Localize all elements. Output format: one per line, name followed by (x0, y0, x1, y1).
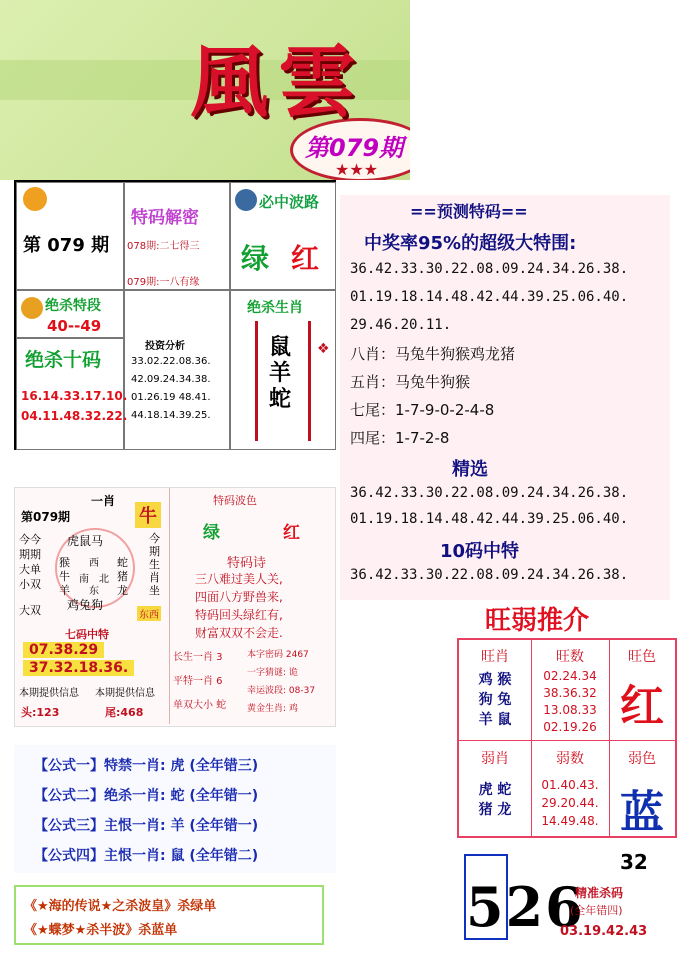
kill-code-nums: 03.19.42.43 (560, 924, 648, 939)
eight-xiao: 八肖：马兔牛狗猴鸡龙猪 (350, 345, 516, 363)
bl-issue: 第079期 (21, 510, 71, 524)
select-line: 36.42.33.30.22.08.09.24.34.26.38. (350, 485, 629, 501)
wave-green: 绿 (241, 242, 270, 275)
kill-ten-title: 绝杀十码 (25, 349, 102, 371)
wang-shu-value: 02.19.26 (543, 720, 597, 734)
formula-line: 【公式一】特禁一肖: 虎 (全年错三) (34, 758, 259, 774)
predict-line: 29.46.20.11. (350, 317, 452, 333)
formula-line: 【公式二】绝杀一肖: 蛇 (全年错一) (34, 788, 259, 804)
ww-title: 旺弱推介 (485, 606, 590, 636)
wave-red-label: 红 (283, 523, 300, 543)
kill-ten-line: 04.11.48.32.22. (21, 409, 128, 423)
wave-red: 红 (291, 242, 320, 275)
kill-code-panel (460, 850, 675, 945)
tema-cell (124, 182, 230, 290)
poem-line: 三八难过美人关, (195, 572, 283, 586)
predict-subtitle: 中奖率95%的超级大特围: (364, 233, 577, 254)
ring-inner: 西 (89, 558, 99, 569)
kill-seg-cell (16, 290, 124, 338)
provide-info: 本期提供信息 (19, 688, 79, 699)
ring-inner: 牛 (59, 570, 70, 583)
poem-line: 特码回头绿红有, (195, 608, 283, 622)
poem-title: 特码诗 (227, 556, 267, 571)
yinyang-icon (21, 297, 43, 319)
issue-label: 第 079 期 (23, 235, 110, 256)
predict-panel (340, 195, 670, 600)
ruo-shu-value: 29.20.44. (541, 796, 599, 810)
left-col: 期期 (19, 548, 41, 561)
wave-green-label: 绿 (203, 523, 220, 543)
ruo-color: 蓝 (620, 787, 664, 838)
east-west: 东西 (137, 606, 161, 621)
invest-line: 42.09.24.34.38. (131, 374, 211, 385)
formula-list (14, 745, 336, 873)
ruo-xiao-values: 虎 蛇 猪 龙 (478, 782, 512, 818)
kill-code-sub: (全年错四) (570, 904, 623, 917)
seven-code-title: 七码中特 (65, 628, 109, 641)
ring-inner: 南 (79, 574, 89, 585)
poem-line: 四面八方野兽来, (195, 590, 283, 604)
star-icons: ★★★ (335, 160, 379, 179)
kill-zodiac: 羊 (269, 361, 292, 386)
tema-line1: 078期:二七得三 (127, 241, 200, 252)
wave-cell (230, 182, 336, 290)
lantern-icon: ❖ (317, 341, 330, 357)
formula-line: 【公式三】主恨一肖: 羊 (全年错一) (34, 818, 259, 834)
wang-se-head: 旺色 (628, 649, 656, 665)
issue-number: 第079期 (305, 134, 404, 162)
ruo-xiao-head: 弱肖 (481, 751, 509, 767)
provide-info: 本期提供信息 (95, 688, 155, 699)
right-col: 今期生肖坐 (149, 532, 160, 597)
info-grid (14, 180, 336, 450)
ring-bottom: 鸡兔狗 (67, 598, 104, 612)
select-line: 01.19.18.14.48.42.44.39.25.06.40. (350, 511, 629, 527)
tail-number: 尾:468 (105, 706, 144, 719)
kill-ten-cell (16, 338, 128, 450)
big-double: 大双 (19, 604, 41, 617)
head-number: 头:123 (21, 706, 60, 719)
issue-cell (16, 182, 124, 290)
info-row: 平特一肖 6 (173, 676, 223, 687)
wang-shu-value: 13.08.33 (543, 703, 597, 717)
tema-wave-title: 特码波色 (213, 494, 257, 507)
ruo-shu-value: 01.40.43. (541, 778, 599, 792)
zodiac-box (14, 487, 336, 727)
ring-inner: 猴 (59, 556, 70, 569)
formula-line: 【公式四】主恨一肖: 鼠 (全年错二) (34, 848, 259, 864)
wang-shu-value: 02.24.34 (543, 669, 597, 683)
predict-line: 36.42.33.30.22.08.09.24.34.26.38. (350, 261, 629, 277)
left-col: 大单 (19, 563, 41, 576)
kill-zodiac: 鼠 (269, 335, 292, 360)
predict-line: 01.19.18.14.48.42.44.39.25.06.40. (350, 289, 629, 305)
kill-ten-line: 16.14.33.17.10. (21, 389, 128, 403)
ruo-se-head: 弱色 (628, 751, 656, 767)
seven-tail: 七尾：1-7-9-0-2-4-8 (350, 401, 495, 419)
invest-title: 投资分析 (145, 341, 185, 352)
ring-inner: 东 (89, 586, 99, 597)
tema-line2: 079期:一八有缘 (127, 277, 200, 288)
kill-seg-title: 绝杀特段 (45, 298, 101, 314)
wave-title: 必中波路 (259, 193, 320, 211)
ring-inner: 猪 (117, 570, 128, 583)
poem-line: 财富双双不会走. (195, 626, 283, 640)
kill-zodiac-cell (230, 290, 336, 450)
tema-title: 特码解密 (131, 208, 199, 228)
zodiac-right (173, 488, 335, 724)
invest-line: 01.26.19 48.41. (131, 392, 211, 403)
ww-table (457, 638, 677, 838)
header-banner (0, 0, 410, 180)
five-xiao: 五肖：马兔牛狗猴 (350, 373, 471, 391)
ring-inner: 羊 (59, 584, 70, 597)
invest-cell (124, 290, 230, 450)
kill-code-title: 精准杀码 (575, 886, 624, 900)
wang-shu-head: 旺数 (556, 649, 584, 665)
seven-line: 07.38.29 (23, 642, 104, 658)
seven-line: 37.32.18.36. (23, 660, 134, 676)
ring-inner: 龙 (117, 584, 128, 597)
kill-lines-box (14, 885, 324, 945)
ten-line: 36.42.33.30.22.08.09.24.34.26.38. (350, 567, 629, 583)
kill-zodiac-title: 绝杀生肖 (247, 300, 303, 316)
logo-icon (23, 187, 47, 211)
divider (459, 740, 675, 741)
ring-top: 虎鼠马 (67, 534, 104, 548)
ten-title: 10码中特 (440, 541, 520, 562)
globe-icon (235, 189, 257, 211)
select-title: 精选 (452, 459, 488, 480)
zodiac-left (15, 488, 170, 724)
info-row: 单双大小 蛇 (173, 700, 227, 711)
ruo-shu-head: 弱数 (556, 751, 584, 767)
ring-inner: 北 (99, 574, 109, 585)
ring-inner: 蛇 (117, 556, 128, 569)
info-right: 本字密码 2467 (247, 650, 309, 660)
invest-line: 44.18.14.39.25. (131, 410, 211, 421)
wang-color: 红 (620, 681, 664, 732)
info-right: 一字猜谜: 诡 (247, 668, 298, 678)
wang-xiao-head: 旺肖 (481, 649, 509, 665)
info-row: 长生一肖 3 (173, 652, 223, 663)
left-col: 今今 (19, 533, 41, 546)
invest-line: 33.02.22.08.36. (131, 356, 211, 367)
wang-xiao-values: 鸡 猴 狗 兔 羊 鼠 (478, 672, 512, 728)
left-col: 小双 (19, 578, 41, 591)
ruo-shu-value: 14.49.48. (541, 814, 599, 828)
num-32: 32 (620, 850, 648, 874)
info-right: 幸运波段: 08-37 (247, 686, 316, 696)
one-xiao: 一肖 (91, 494, 116, 508)
info-right: 黄金生肖: 鸡 (247, 704, 298, 714)
kill-zodiac: 蛇 (269, 387, 292, 412)
kill-line: 《★海的传说★之杀波皇》杀绿单 (24, 899, 217, 914)
big-digits: 526 (466, 875, 585, 939)
predict-title: ==预测特码== (410, 202, 528, 221)
kill-line: 《★蝶梦★杀半波》杀蓝单 (24, 923, 178, 938)
page-title: 風雲 (190, 37, 367, 128)
bull-badge: 牛 (135, 502, 161, 528)
four-tail: 四尾：1-7-2-8 (350, 429, 450, 447)
kill-seg-value: 40--49 (47, 317, 102, 335)
wang-shu-value: 38.36.32 (543, 686, 597, 700)
